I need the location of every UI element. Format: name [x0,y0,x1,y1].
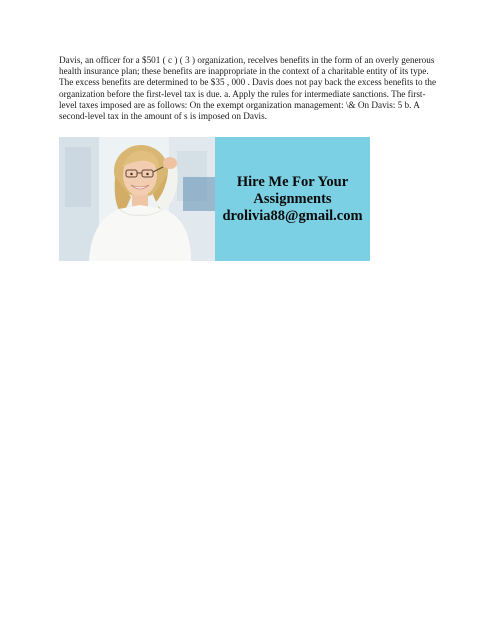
woman-illustration [59,137,215,261]
ad-email[interactable]: drolivia88@gmail.com [222,207,363,224]
ad-headline-line1: Hire Me For Your [236,173,349,190]
advertisement-banner[interactable] [59,137,370,261]
woman-photo [59,137,215,261]
question-paragraph: Davis, an officer for a $501 ( c ) ( 3 ) organization, recelves benefits in the form of an overly generous health insurance plan; these benefits are inappropriate in the context of a charitable entity of its type. The excess benefits are determined to be $35 , 000 . Davis does not pay back the excess benefits to the organization before the first-level tax is due. a. Apply the rules for intermediate sanctions. The first-level taxes imposed are as follows: On the exempt organization management: \& On Davis: 5 b. A second-level tax in the amount of s is imposed on Davis. [59,55,437,122]
advertisement-text [215,137,370,261]
ad-headline-line2: Assignments [253,190,332,207]
